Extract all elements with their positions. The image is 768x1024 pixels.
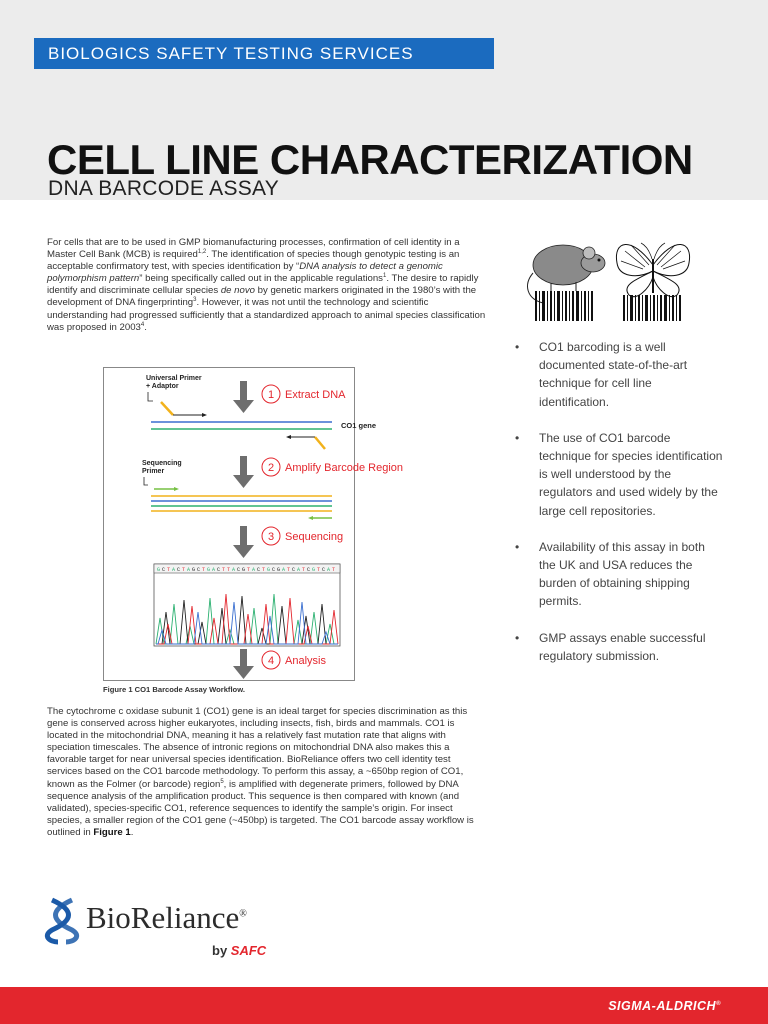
svg-text:G: G	[157, 567, 161, 573]
step2-label: Amplify Barcode Region	[285, 462, 404, 474]
chromatogram	[154, 564, 340, 646]
step2-arrow-head	[233, 475, 254, 488]
benefit-item: • CO1 barcoding is a well documented state-of-the-art technique for cell line identification.	[513, 338, 723, 411]
mouse-barcode	[535, 291, 593, 321]
svg-text:C: C	[237, 567, 241, 573]
svg-text:T: T	[287, 567, 291, 573]
primer2-b-label: Primer	[142, 468, 165, 475]
body-paragraph: The cytochrome c oxidase subunit 1 (CO1) gene is an ideal target for species discrimination as this gene is conserved across higher eukaryotes, including insects, fish, birds and mammals. CO1 is located in the mitochondrial DNA, meaning it has a relatively fast mutation rate that aligns with speciation timescales. The absence of intronic regions on mitochondrial DNA also makes this a favorable target for near universal species identification. BioReliance offers two cell identity test services based on the CO1 barcode methodology. To perform this assay, a ~650bp region of CO1, known as the Folmer (or barcode) region$^5$, is amplified with degenerate primers, followed by DNA sequence analysis of the amplification product. This sequence is then compared with known (and validated), species-specific CO1, reference sequences to identify the sample’s origin. For insect species, a smaller region of the CO1 gene (~450bp) is targeted. The CO1 barcode assay workflow is outlined in Figure 1.	[47, 706, 474, 838]
step4-number: 4	[267, 655, 275, 667]
svg-text:T: T	[317, 567, 321, 573]
by-safc-tagline: by SAFC	[212, 943, 267, 958]
step1-label: Extract DNA	[285, 389, 346, 401]
step3-label: Sequencing	[285, 531, 344, 543]
svg-text:A: A	[252, 567, 256, 573]
step4-arrow-head	[233, 666, 254, 679]
primer1-label: Universal Primer	[146, 375, 202, 382]
logo-wordmark: BioReliance®	[86, 900, 247, 935]
svg-text:G: G	[277, 567, 281, 573]
dna-helix-icon	[44, 898, 80, 944]
svg-text:A: A	[172, 567, 176, 573]
forward-primer-1-head	[202, 413, 207, 417]
svg-text:G: G	[207, 567, 211, 573]
seq-primer-green-head	[174, 487, 179, 491]
svg-text:G: G	[242, 567, 246, 573]
step1-arrow-head	[233, 400, 254, 413]
workflow-diagram	[104, 368, 404, 680]
step1-number: 1	[267, 389, 275, 401]
svg-text:G: G	[267, 567, 271, 573]
svg-text:C: C	[217, 567, 221, 573]
step3-arrow-shaft	[240, 526, 247, 545]
step4-arrow-shaft	[240, 649, 247, 666]
figure-caption: Figure 1 CO1 Barcode Assay Workflow.	[103, 685, 245, 694]
svg-text:A: A	[212, 567, 216, 573]
svg-text:A: A	[282, 567, 286, 573]
workflow-figure	[103, 367, 404, 681]
primer2-label: Sequencing	[142, 460, 182, 467]
svg-text:C: C	[162, 567, 166, 573]
svg-text:A: A	[327, 567, 331, 573]
butterfly-icon	[616, 243, 689, 297]
co1-gene-label: CO1 gene	[341, 421, 377, 430]
svg-text:T: T	[182, 567, 186, 573]
category-banner: BIOLOGICS SAFETY TESTING SERVICES	[34, 38, 494, 69]
primer1-adaptor-label: + Adaptor	[146, 383, 179, 390]
page-subtitle: DNA BARCODE ASSAY	[48, 177, 280, 200]
intro-paragraph: For cells that are to be used in GMP biomanufacturing processes, confirmation of cell identity in a Master Cell Bank (MCB) is required$^{1,2}$. The identification of species though genotypic testing is an acceptable confirmatory test, with species identification by “DNA analysis to detect a genomic polymorphism pattern” being specifically called out in the applicable regulations$^1$. The desire to rapidly identify and discriminate cellular species de novo by genetic markers originated in the 1980’s with the development of DNA fingerprinting$^3$. However, it was not until the technology and scientific understanding had progressed sufficiently that a standardized approach to animal species classification was proposed in 2003$^4$.	[47, 237, 486, 333]
footer-bar	[0, 987, 768, 1024]
step3-arrow-head	[233, 545, 254, 558]
svg-text:T: T	[262, 567, 266, 573]
sigma-aldrich-logo: SIGMA-ALDRICH®	[608, 999, 721, 1013]
step3-number: 3	[267, 531, 275, 543]
svg-text:T: T	[222, 567, 226, 573]
svg-text:C: C	[322, 567, 326, 573]
svg-text:C: C	[257, 567, 261, 573]
page-title: CELL LINE CHARACTERIZATION	[47, 136, 693, 183]
svg-text:C: C	[272, 567, 276, 573]
svg-text:G: G	[312, 567, 316, 573]
svg-text:G: G	[192, 567, 196, 573]
svg-text:T: T	[167, 567, 171, 573]
primer2-pointer	[144, 477, 148, 485]
svg-text:C: C	[177, 567, 181, 573]
adaptor-mark-1	[161, 402, 173, 415]
primer1-pointer	[148, 392, 153, 401]
butterfly-barcode	[623, 295, 681, 321]
svg-text:A: A	[297, 567, 301, 573]
step2-number: 2	[267, 462, 275, 474]
step4-label: Analysis	[285, 655, 326, 667]
svg-text:T: T	[302, 567, 306, 573]
svg-text:T: T	[247, 567, 251, 573]
benefit-list	[513, 338, 723, 683]
benefit-item: • The use of CO1 barcode technique for species identification is well understood by the regulators and used widely by the large cell repositories.	[513, 429, 723, 520]
step2-arrow-shaft	[240, 456, 247, 475]
svg-text:T: T	[332, 567, 336, 573]
benefit-item: • GMP assays enable successful regulatory submission.	[513, 629, 723, 665]
bioreliance-logo	[44, 896, 304, 966]
svg-text:T: T	[202, 567, 206, 573]
step1-arrow-shaft	[240, 381, 247, 400]
benefit-item: • Availability of this assay in both the UK and USA reduces the burden of obtaining shipping permits.	[513, 538, 723, 611]
svg-text:C: C	[307, 567, 311, 573]
svg-text:C: C	[197, 567, 201, 573]
reverse-primer-1-head	[286, 435, 291, 439]
svg-text:A: A	[187, 567, 191, 573]
species-illustration	[521, 233, 689, 323]
svg-text:T: T	[227, 567, 231, 573]
svg-text:A: A	[232, 567, 236, 573]
rev-seq-primer-green-head	[308, 516, 313, 520]
adaptor-mark-2	[315, 437, 325, 449]
svg-text:C: C	[292, 567, 296, 573]
